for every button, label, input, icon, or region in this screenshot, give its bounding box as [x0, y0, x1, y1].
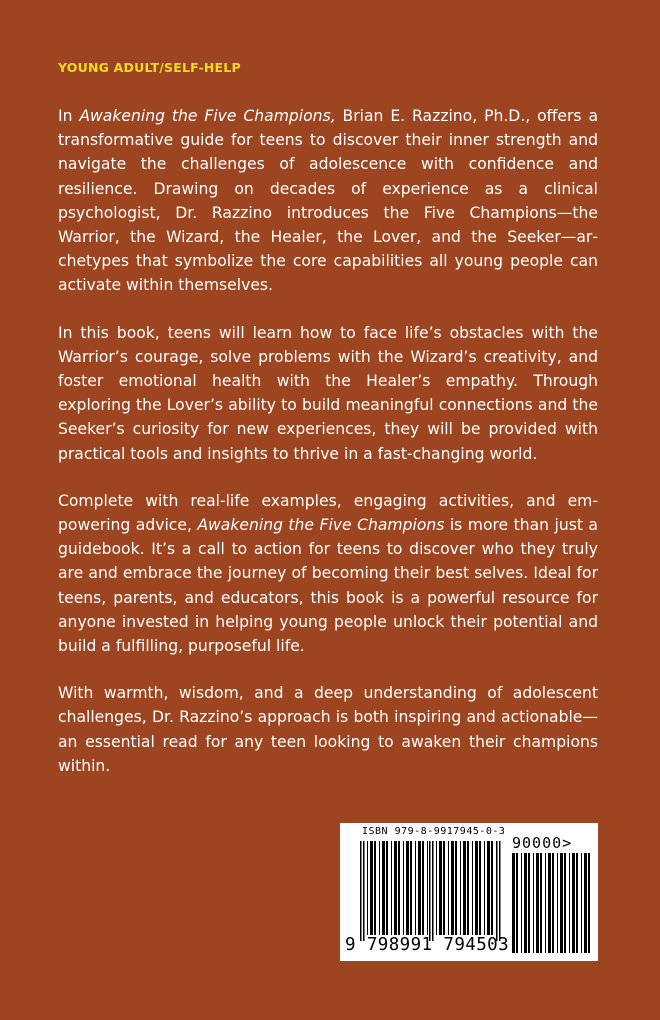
- barcode-guard-bar: [499, 841, 501, 941]
- barcode-bar: [516, 853, 518, 953]
- barcode-bar: [448, 841, 449, 935]
- barcode-bar: [463, 841, 466, 935]
- barcode-bar: [475, 841, 478, 935]
- barcode-bar: [521, 853, 522, 953]
- barcode-bar: [403, 841, 404, 935]
- blurb-paragraph: [58, 489, 598, 658]
- barcode-bar: [545, 853, 546, 953]
- barcode-bar: [379, 841, 380, 935]
- barcode-bar: [436, 841, 437, 935]
- isbn-label: ISBN 979-8-9917945-0-3: [362, 826, 506, 837]
- barcode-bar: [569, 853, 570, 953]
- barcode-bar: [487, 841, 490, 935]
- barcode-guard-bar: [360, 841, 362, 941]
- barcode-bar: [382, 841, 385, 935]
- paragraph-text: In: [58, 107, 80, 125]
- barcode-bar: [572, 853, 575, 953]
- barcode-bar: [564, 853, 566, 953]
- blurb-paragraph: [58, 321, 598, 466]
- barcode-bar: [484, 841, 485, 935]
- barcode-bar: [524, 853, 527, 953]
- barcode-bar: [443, 841, 445, 935]
- isbn-barcode: [340, 823, 598, 961]
- barcode-bar: [422, 841, 424, 935]
- blurb-paragraph: [58, 104, 598, 298]
- paragraph-text: With warmth, wisdom, and a deep understanding of adolescent challenges, Dr. Razzino’s approach is both inspiring and actionable—an essential read for any teen looking to awaken their champions within.: [58, 684, 598, 775]
- price-addon-code: 90000>: [512, 834, 573, 852]
- barcode-bar: [540, 853, 542, 953]
- barcode-bar: [588, 853, 590, 953]
- barcode-bar: [455, 841, 457, 935]
- barcode-bar: [367, 841, 368, 935]
- book-title-italic: Awakening the Five Champions: [197, 516, 445, 535]
- blurb-paragraph: [58, 681, 598, 778]
- barcode-bar: [552, 853, 554, 953]
- barcode-bar: [533, 853, 534, 953]
- barcode-bar: [460, 841, 461, 935]
- barcode-bar: [467, 841, 469, 935]
- paragraph-text: Brian E. Razzino, Ph.D., offers a transformative guide for teens to discover their inner strength and navigate the challenges of adolescence with confidence and resilience. Drawing on decades of experience as a clinical psychologist, Dr. Razzino introduces the Five Champions—the Warrior, the Wizard, the Healer, the Lover, and the Seeker—archetypes that symbolize the core capabilities all young people can activate within themselves.: [58, 107, 598, 295]
- barcode-bar: [584, 853, 587, 953]
- back-cover-blurb: [58, 104, 598, 801]
- barcode-bar: [439, 841, 442, 935]
- barcode-bar: [391, 841, 392, 935]
- ean-number: 9 798991 794503: [345, 935, 510, 955]
- barcode-bar: [512, 853, 515, 953]
- barcode-bar: [406, 841, 409, 935]
- barcode-bar: [427, 841, 428, 935]
- barcode-bar: [398, 841, 400, 935]
- genre-label: YOUNG ADULT/SELF-HELP: [58, 60, 241, 75]
- barcode-bar: [548, 853, 551, 953]
- barcode-bar: [576, 853, 578, 953]
- barcode-bar: [451, 841, 454, 935]
- barcode-guard-bar: [496, 841, 498, 941]
- barcode-bar: [536, 853, 539, 953]
- barcode-guard-bar: [363, 841, 365, 941]
- barcode-bar: [418, 841, 421, 935]
- barcode-bar: [394, 841, 397, 935]
- barcode-bar: [560, 853, 563, 953]
- barcode-bar: [374, 841, 376, 935]
- book-title-italic: Awakening the Five Champions,: [79, 107, 336, 125]
- barcode-bar: [472, 841, 473, 935]
- barcode-bar: [415, 841, 416, 935]
- barcode-bar: [528, 853, 530, 953]
- barcode-bar: [557, 853, 558, 953]
- barcode-bar: [410, 841, 412, 935]
- barcode-bar: [479, 841, 481, 935]
- paragraph-text: is more than just a guidebook. It’s a call to action for teens to discover who they truly are and embrace the journey of becoming their best selves. Ideal for teens, parents, and educators, this book is a powerful resource for anyone invested in helping young people unlock their potential and build a fulfilling, purposeful life.: [58, 516, 598, 656]
- barcode-bar: [370, 841, 373, 935]
- barcode-guard-bar: [432, 841, 434, 941]
- barcode-bar: [491, 841, 493, 935]
- barcode-bar: [581, 853, 582, 953]
- paragraph-text: In this book, teens will learn how to face life’s obstacles with the Warrior’s courage, solve problems with the Wizard’s creativity, and foster emotional health with the Healer’s empathy. Through exploring the Lover’s ability to build meaningful connections and the Seeker’s curiosity for new experiences, they will be provided with practical tools and insights to thrive in a fast-changing world.: [58, 323, 598, 463]
- paragraph-text: Complete with real-life examples, engaging activities, and empowering advice,: [58, 491, 598, 535]
- barcode-guard-bar: [429, 841, 431, 941]
- barcode-bar: [386, 841, 388, 935]
